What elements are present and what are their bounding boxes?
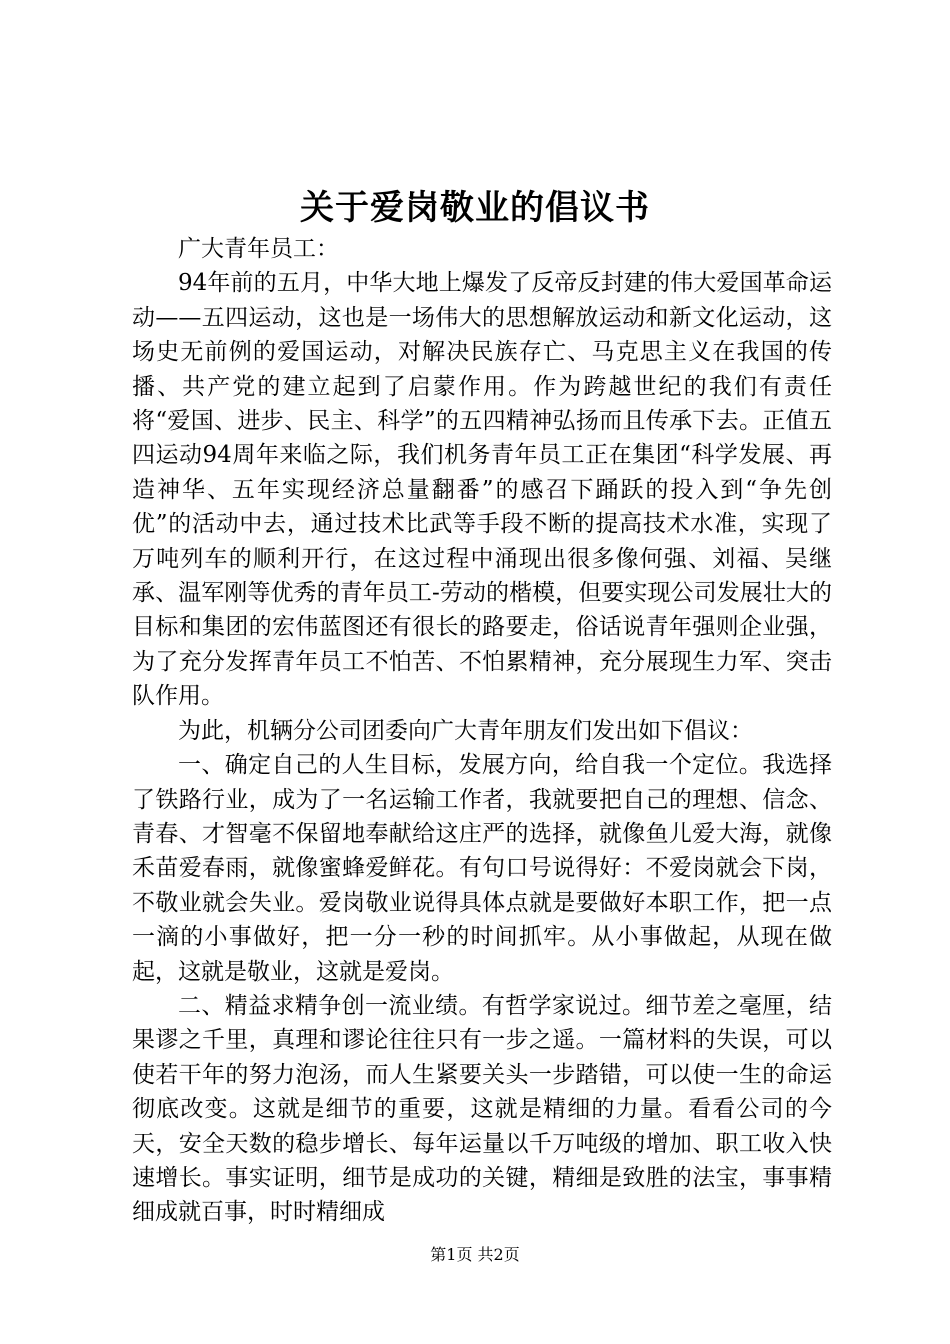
page-number-footer: 第1页 共2页 bbox=[430, 1245, 520, 1264]
paragraph-point-one: 一、确定自己的人生目标，发展方向，给自我一个定位。我选择了铁路行业，成为了一名运输工作者，我就要把自己的理想、信念、青春、才智毫不保留地奉献给这庄严的选择，就像鱼儿爱大海，就像禾苗爱春雨，就像蜜蜂爱鲜花。有句口号说得好：不爱岗就会下岗，不敬业就会失业。爱岗敬业说得具体点就是要做好本职工作，把一点一滴的小事做好，把一分一秒的时间抓牢。从小事做起，从现在做起，这就是敬业，这就是爱岗。 bbox=[132, 752, 832, 985]
document-body bbox=[132, 232, 832, 1230]
paragraph-proposal: 为此，机辆分公司团委向广大青年朋友们发出如下倡议： bbox=[178, 717, 753, 744]
paragraph-intro: 94年前的五月，中华大地上爆发了反帝反封建的伟大爱国革命运动——五四运动，这也是一场伟大的思想解放运动和新文化运动，这场史无前例的爱国运动，对解决民族存亡、马克思主义在我国的传播、共产党的建立起到了启蒙作用。作为跨越世纪的我们有责任将“爱国、进步、民主、科学”的五四精神弘扬而且传承下去。正值五四运动94周年来临之际，我们机务青年员工正在集团“科学发展、再造神华、五年实现经济总量翻番”的感召下踊跃的投入到“争先创优”的活动中去，通过技术比武等手段不断的提高技术水准，实现了万吨列车的顺利开行，在这过程中涌现出很多像何强、刘福、吴继承、温军刚等优秀的青年员工-劳动的楷模，但要实现公司发展壮大的目标和集团的宏伟蓝图还有很长的路要走，俗话说青年强则企业强，为了充分发挥青年员工不怕苦、不怕累精神，充分展现生力军、突击队作用。 bbox=[132, 270, 832, 710]
salutation: 广大青年员工： bbox=[178, 236, 339, 262]
paragraph-point-two: 二、精益求精争创一流业绩。有哲学家说过。细节差之毫厘，结果谬之千里，真理和谬论往往只有一步之遥。一篇材料的失误，可以使若干年的努力泡汤，而人生紧要关头一步踏错，可以使一生的命运彻底改变。这就是细节的重要，这就是精细的力量。看看公司的今天，安全天数的稳步增长、每年运量以千万吨级的增加、职工收入快速增长。事实证明，细节是成功的关键，精细是致胜的法宝，事事精细成就百事，时时精细成 bbox=[132, 992, 832, 1226]
document-title: 关于爱岗敬业的倡议书 bbox=[300, 188, 650, 228]
